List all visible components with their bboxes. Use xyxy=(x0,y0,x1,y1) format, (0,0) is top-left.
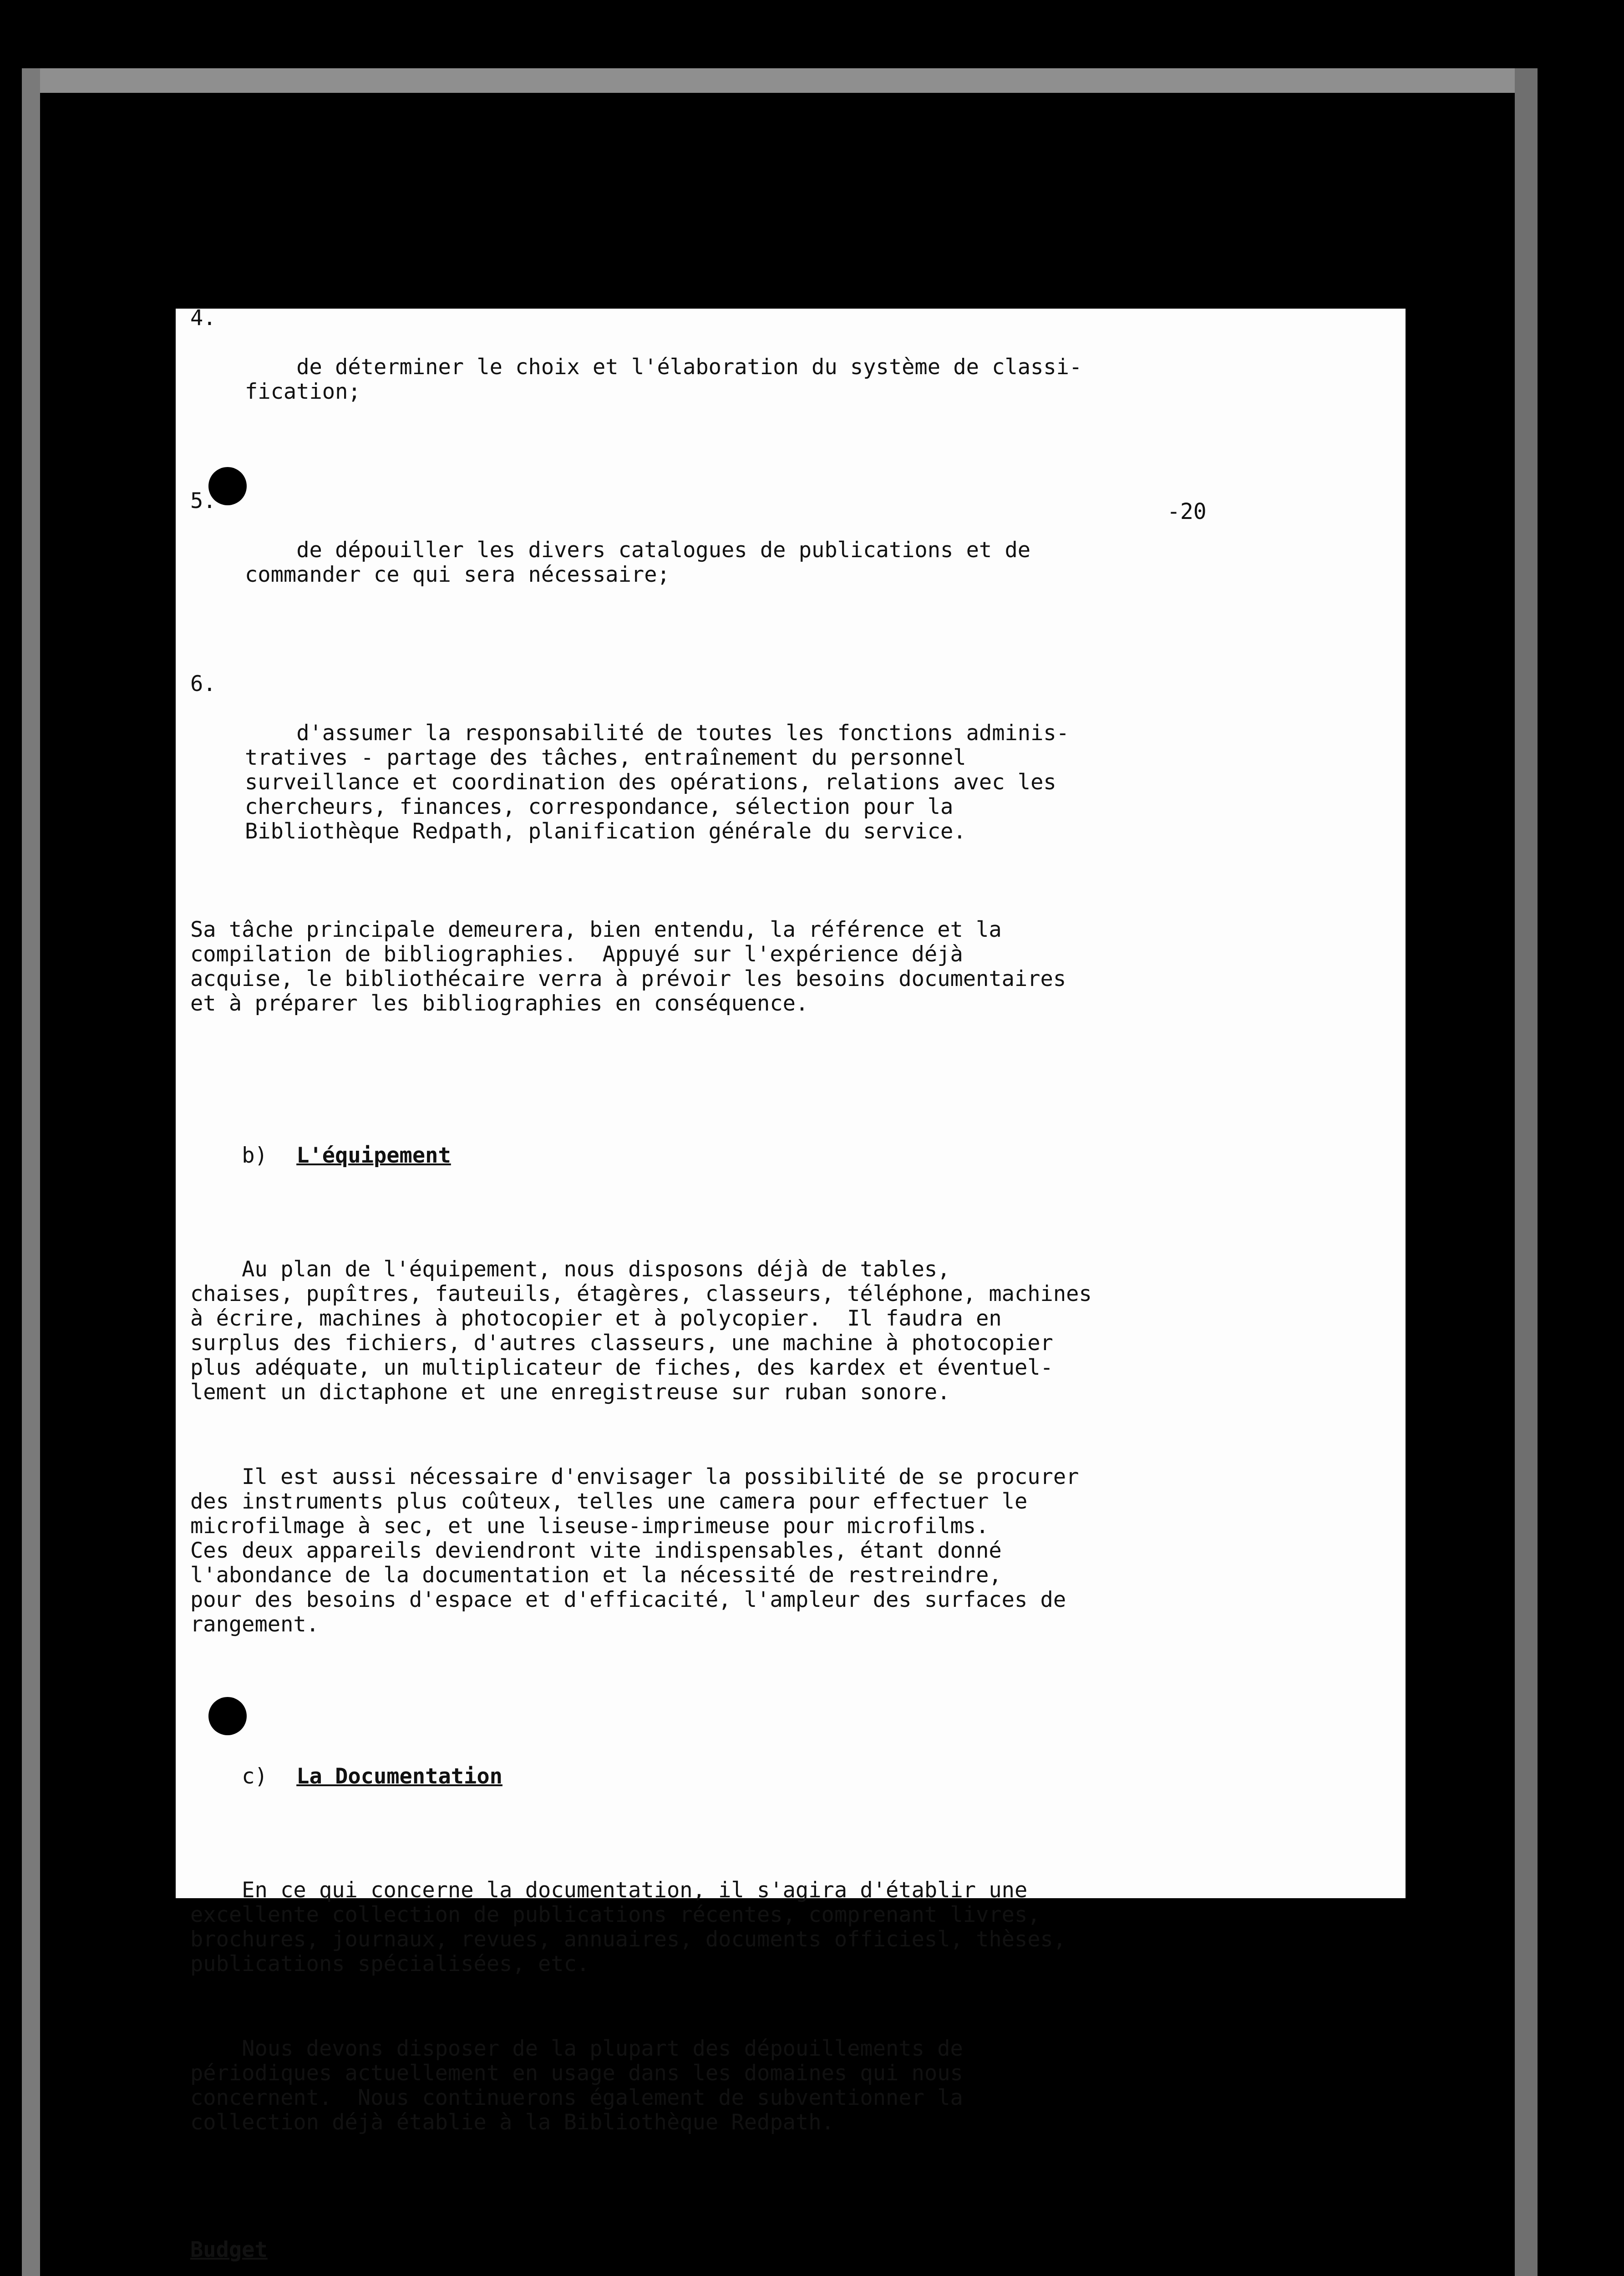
item-number: 4. xyxy=(190,305,216,330)
section-title: L'équipement xyxy=(296,1143,451,1168)
film-edge-top xyxy=(22,68,1538,93)
paragraph: Il est aussi nécessaire d'envisager la possibilité de se procurer des instruments plus coûteux, telles une camera pour effectuer le microfilmage à sec, et une liseuse-imprimeuse pour microfilms. Ces deux appareils deviendront vite indispensables, étant donné l'abondance de la documentation et la nécessité de restreindre, pour des besoins d'espace et d'efficacité, l'ampleur des surfaces de rangement. xyxy=(190,1464,1079,1637)
item-text: de dépouiller les divers catalogues de publications et de commander ce qui sera nécessaire; xyxy=(245,538,1031,587)
list-item xyxy=(190,672,1119,869)
section-title: La Documentation xyxy=(296,1764,502,1789)
section-heading-equipement xyxy=(190,1119,1119,1193)
item-number: 6. xyxy=(190,671,216,696)
paragraph: Nous devons disposer de la plupart des dépouillements de périodiques actuellement en usage dans les domaines qui nous concernent. Nous continuerons également de subventionner la collection déjà établie à la Bibliothèque Redpath. xyxy=(190,2036,963,2135)
section-heading-documentation xyxy=(190,1740,1119,1814)
item-text: de déterminer le choix et l'élaboration du système de classi- fication; xyxy=(245,355,1082,404)
paragraph: Au plan de l'équipement, nous disposons déjà de tables, chaises, pupîtres, fauteuils, étagères, classeurs, téléphone, machines à écrire, machines à photocopier et à polycopier. Il faudra en surplus des fichiers, d'autres classeurs, une machine à photocopier plus adéquate, un multiplicateur de fiches, des kardex et éventuel- lement un dictaphone et une enregistreuse sur ruban sonore. xyxy=(190,1257,1092,1405)
list-item xyxy=(190,489,1119,612)
item-text: d'assumer la responsabilité de toutes les fonctions adminis- tratives - partage des tâches, entraînement du personnel surveillance et coordination des opérations, relations avec les chercheurs, finances, correspondance, sélection pour la Bibliothèque Redpath, planification générale du service. xyxy=(245,721,1069,844)
paragraph: En ce qui concerne la documentation, il s'agira d'établir une excellente collection de publications récentes, comprenant livres, brochures, journaux, revues, annuaires, documents officiesl, thèses, publications spécialisées, etc. xyxy=(190,1878,1066,1976)
film-edge-right xyxy=(1515,68,1538,2276)
item-number: 5. xyxy=(190,488,216,513)
film-edge-left xyxy=(22,68,40,2276)
budget-heading: Budget xyxy=(190,2237,268,2262)
list-item xyxy=(190,306,1119,429)
paragraph-tache: Sa tâche principale demeurera, bien entendu, la référence et la compilation de bibliographies. Appuyé sur l'expérience déjà acquise, le bibliothécaire verra à prévoir les besoins documentaires et à préparer les bibliographies en conséquence. xyxy=(190,917,1066,1016)
page-number: -20 xyxy=(1167,499,1207,524)
section-label: c) xyxy=(242,1764,268,1789)
section-label: b) xyxy=(242,1143,268,1168)
document-body xyxy=(190,257,1119,2276)
